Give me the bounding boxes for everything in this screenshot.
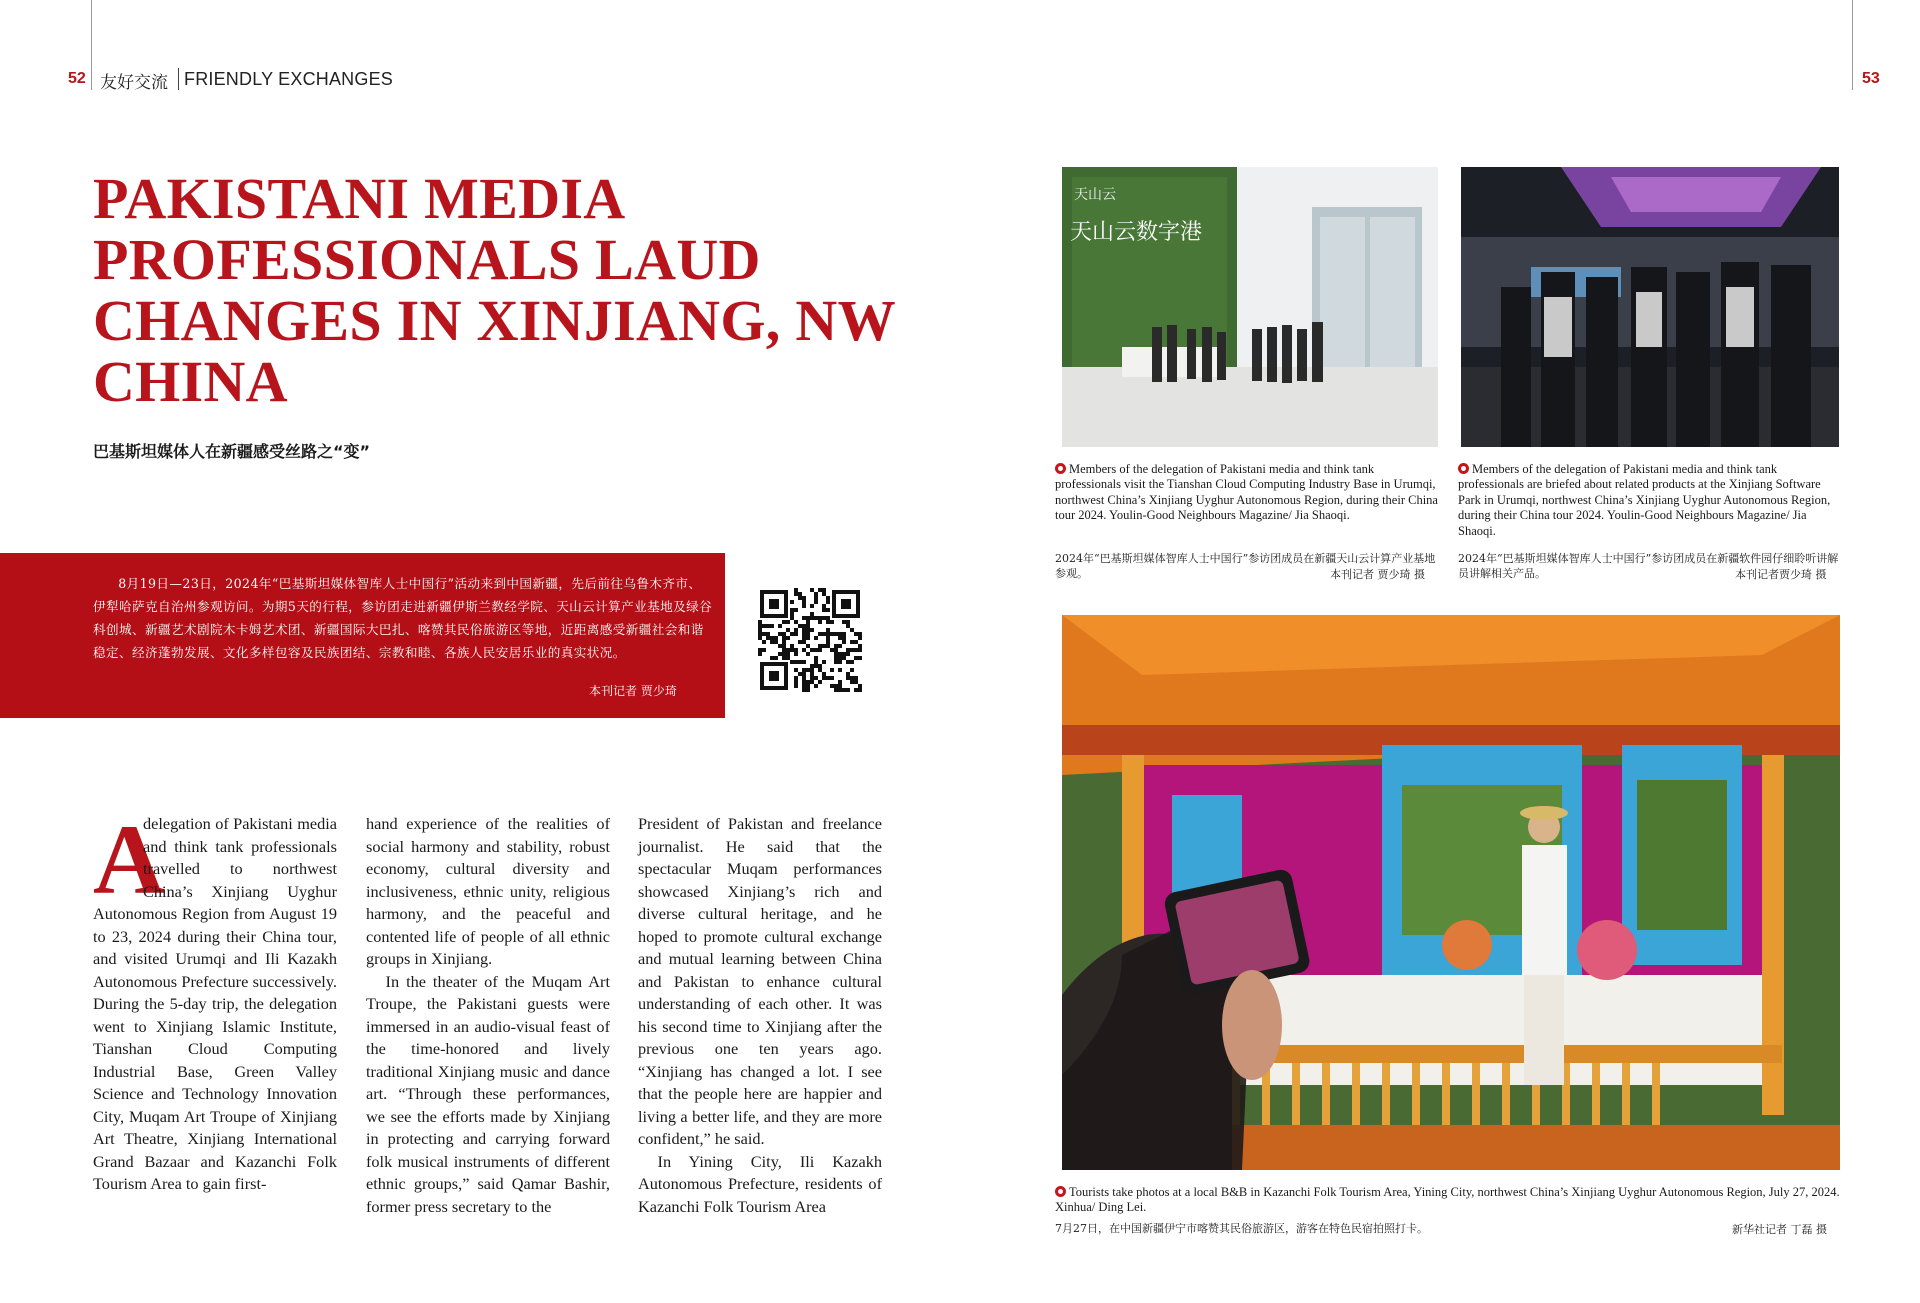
- header-divider-left: [91, 0, 92, 90]
- col1-paragraph-1-text: delegation of Pakistani media and think tank professionals travelled to northwest China’s Xinjiang Uyghur Autonomous Region from August 19 to 23, 2024 during their China tour, and visited Urumqi and Ili Kazakh Autonomous Prefecture successively. During the 5-day trip, the delegation went to Xinjiang Islamic Institute, Tianshan Cloud Computing Industrial Base, Green Valley Science and Technology Innovation City, Muqam Art Troupe of Xinjiang Art Theatre, Xinjiang International Grand Bazaar and Kazanchi Folk Tourism Area to gain first-: [93, 814, 337, 1193]
- photo1-credit: 本刊记者 贾少琦 摄: [1330, 568, 1425, 581]
- body-column-1: [93, 813, 337, 1196]
- intro-byline: 本刊记者 贾少琦: [589, 684, 677, 698]
- body-column-2: [366, 813, 610, 1218]
- photo1-caption-en-text: Members of the delegation of Pakistani media and think tank professionals visit the Tianshan Cloud Computing Industry Base in Urumqi, northwest China’s Xinjiang Uyghur Autonomous Region, during their China tour 2024. Youlin-Good Neighbours Magazine/ Jia Shaoqi.: [1055, 462, 1438, 523]
- photo2-caption-en-text: Members of the delegation of Pakistani media and think tank professionals are briefed about related products at the Xinjiang Software Park in Urumqi, northwest China’s Xinjiang Uyghur Autonomous Region, during their China tour 2024. Youlin-Good Neighbours Magazine/ Jia Shaoqi.: [1458, 462, 1831, 538]
- qr-code-icon[interactable]: [758, 588, 862, 692]
- photo1-logo-text: 天山云: [1074, 187, 1116, 203]
- photo-software-park: [1461, 167, 1839, 447]
- col3-paragraph-2: In Yining City, Ili Kazakh Autonomous Prefecture, residents of Kazanchi Folk Tourism Area: [638, 1151, 882, 1216]
- photo3-caption-en: [1055, 1185, 1840, 1216]
- col1-paragraph-1: [93, 813, 337, 1196]
- photo2-credit: 本刊记者贾少琦 摄: [1735, 568, 1827, 581]
- right-page-number: 53: [1862, 70, 1880, 87]
- col2-paragraph-1: hand experience of the realities of social harmony and stability, robust economy, cultural diversity and inclusiveness, ethnic unity, religious harmony, and the peaceful and contented life of people of all ethnic groups in Xinjiang.: [366, 814, 610, 968]
- photo-kazanchi-bnb: [1062, 615, 1840, 1170]
- camera-icon: [1055, 1186, 1066, 1197]
- left-page-number: 52: [68, 70, 86, 87]
- photo2-caption-cn: 2024年“巴基斯坦媒体智库人士中国行”参访团成员在新疆软件园仔细聆听讲解员讲解相关产品。: [1458, 552, 1839, 580]
- col2-paragraph-2: In the theater of the Muqam Art Troupe, the Pakistani guests were immersed in an audio-visual feast of the time-honored and lively traditional Xinjiang music and dance art. “Through these performances, we see the efforts made by Xinjiang in protecting and carrying forward folk musical instruments of different ethnic groups,” said Qamar Bashir, former press secretary to the: [366, 971, 610, 1216]
- photo-tianshan-cloud: [1062, 167, 1438, 447]
- photo2-caption-en: [1458, 462, 1840, 539]
- camera-icon: [1055, 463, 1066, 474]
- col3-paragraph-1: President of Pakistan and freelance journalist. He said that the spectacular Muqam performances showcased Xinjiang’s rich and diverse cultural heritage, and he hoped to promote cultural exchange and mutual learning between China and Pakistan to enhance cultural understanding of each other. It was his second time to Xinjiang after the previous one ten years ago. “Xinjiang has changed a lot. I see that the people here are happier and living a better life, and they are more confident,” he said.: [638, 814, 882, 1148]
- photo3-caption-cn: 7月27日，在中国新疆伊宁市喀赞其民俗旅游区，游客在特色民宿拍照打卡。: [1055, 1222, 1428, 1235]
- section-title-cn: 友好交流: [100, 73, 168, 93]
- photo1-caption-cn: 2024年“巴基斯坦媒体智库人士中国行”参访团成员在新疆天山云计算产业基地参观。: [1055, 552, 1436, 580]
- header-divider-right: [1852, 0, 1853, 90]
- body-column-3: [638, 813, 882, 1218]
- section-title-en: FRIENDLY EXCHANGES: [184, 69, 393, 89]
- intro-text-cn: 8月19日—23日，2024年“巴基斯坦媒体智库人士中国行”活动来到中国新疆，先后前往乌鲁木齐市、伊犁哈萨克自治州参观访问。为期5天的行程，参访团走进新疆伊斯兰教经学院、天山云计算产业基地及绿谷科创城、新疆艺术剧院木卡姆艺术团、新疆国际大巴扎、喀赞其民俗旅游区等地，近距离感受新疆社会和谐稳定、经济蓬勃发展、文化多样包容及民族团结、宗教和睦、各族人民安居乐业的真实状况。: [93, 576, 713, 660]
- drop-cap: A: [93, 804, 166, 915]
- photo3-credit: 新华社记者 丁磊 摄: [1732, 1223, 1827, 1236]
- camera-icon: [1458, 463, 1469, 474]
- header-separator: [178, 68, 179, 90]
- article-title: PAKISTANI MEDIA PROFESSIONALS LAUD CHANGES IN XINJIANG, NW CHINA: [93, 166, 895, 414]
- photo1-caption-en: [1055, 462, 1441, 524]
- photo1-sign-text: 天山云数字港: [1070, 220, 1203, 245]
- article-subtitle-cn: 巴基斯坦媒体人在新疆感受丝路之“变”: [93, 442, 371, 461]
- photo3-caption-en-text: Tourists take photos at a local B&B in Kazanchi Folk Tourism Area, Yining City, northwest China’s Xinjiang Uyghur Autonomous Region, July 27, 2024. Xinhua/ Ding Lei.: [1055, 1185, 1840, 1215]
